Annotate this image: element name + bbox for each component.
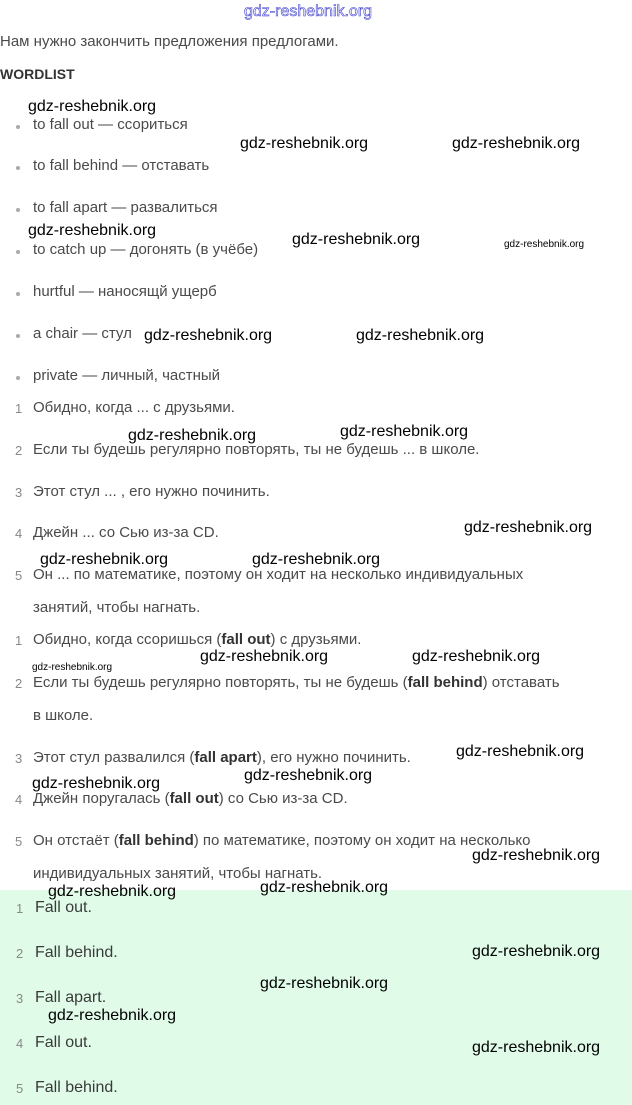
translation-text [33,749,411,767]
watermark: gdz-reshebnik.org [472,1039,601,1056]
watermark: gdz-reshebnik.org [452,135,581,152]
answer-number: 4 [16,1036,24,1051]
answer-number: 3 [16,991,24,1006]
translation-text [33,832,531,850]
translation-part: ) по математике, поэтому он ходит на несколько [193,832,531,849]
wordlist-item: to fall out — ссориться [33,116,188,133]
watermark: gdz-reshebnik.org [340,423,469,440]
translation-number: 3 [15,751,23,766]
watermark: gdz-reshebnik.org [40,551,169,568]
wordlist-item: to fall behind — отставать [33,157,210,174]
task-number: 4 [15,526,23,541]
watermark: gdz-reshebnik.org [292,231,421,248]
watermark: gdz-reshebnik.org [260,975,389,992]
watermark: gdz-reshebnik.org [356,327,485,344]
translation-part: Обидно, когда ссоришься ( [33,631,222,648]
translation-text-cont: в школе. [33,707,94,724]
answer-number: 5 [16,1081,24,1096]
watermark: gdz-reshebnik.org [144,327,273,344]
watermark: gdz-reshebnik.org [240,135,369,152]
phrasal-verb: fall apart [194,749,257,766]
translation-number: 2 [15,676,23,691]
watermark: gdz-reshebnik.org [472,943,601,960]
task-number: 1 [15,401,23,416]
task-number: 2 [15,443,23,458]
translation-part: ), его нужно починить. [256,749,411,766]
watermark: gdz-reshebnik.org [200,648,329,665]
watermark: gdz-reshebnik.org [28,222,157,239]
translation-part: Джейн поругалась ( [33,790,170,807]
answer-text: Fall behind. [35,944,118,961]
phrasal-verb: fall behind [118,832,194,849]
translation-text-cont: индивидуальных занятий, чтобы нагнать. [33,865,323,882]
task-text-cont: занятий, чтобы нагнать. [33,599,201,616]
watermark: gdz-reshebnik.org [32,662,113,673]
wordlist-title: WORDLIST [0,66,75,82]
translation-part: ) со Сью из-за CD. [218,790,348,807]
wordlist-item: a chair — стул [33,325,132,342]
watermark-logo: gdz-reshebnik.org [244,3,373,20]
wordlist-item: to catch up — догонять (в учёбе) [33,241,259,258]
translation-part: Он отстаёт ( [33,832,119,849]
wordlist-item: private — личный, частный [33,367,221,384]
watermark: gdz-reshebnik.org [32,775,161,792]
watermark: gdz-reshebnik.org [472,847,601,864]
translation-part: Если ты будешь регулярно повторять, ты не будешь ( [33,674,408,691]
translation-number: 4 [15,792,23,807]
watermark: gdz-reshebnik.org [412,648,541,665]
task-text: Он ... по математике, поэтому он ходит на несколько индивидуальных [33,566,524,583]
task-number: 5 [15,568,23,583]
watermark: gdz-reshebnik.org [456,743,585,760]
translation-text [33,631,361,649]
answer-number: 1 [16,901,24,916]
task-text: Обидно, когда ... с друзьями. [33,399,235,416]
task-text: Джейн ... со Сью из-за CD. [33,524,219,541]
watermark: gdz-reshebnik.org [244,767,373,784]
watermark: gdz-reshebnik.org [252,551,381,568]
watermark: gdz-reshebnik.org [504,239,585,250]
answer-text: Fall out. [35,1034,92,1051]
task-text: Этот стул ... , его нужно починить. [33,483,270,500]
translation-part: ) отставать [482,674,560,691]
answer-number: 2 [16,946,24,961]
watermark: gdz-reshebnik.org [48,1007,177,1024]
bullet-icon [16,166,20,170]
phrasal-verb: fall out [221,631,271,648]
bullet-icon [16,334,20,338]
watermark: gdz-reshebnik.org [28,98,157,115]
bullet-icon [16,376,20,380]
bullet-icon [16,250,20,254]
intro-text: Нам нужно закончить предложения предлогами. [0,33,339,50]
watermark: gdz-reshebnik.org [48,883,177,900]
translation-part: Этот стул развалился ( [33,749,195,766]
translation-number: 1 [15,633,23,648]
translation-part: ) с друзьями. [270,631,362,648]
bullet-icon [16,292,20,296]
wordlist-item: to fall apart — развалиться [33,199,218,216]
watermark: gdz-reshebnik.org [260,879,389,896]
task-text: Если ты будешь регулярно повторять, ты не будешь ... в школе. [33,441,480,458]
watermark: gdz-reshebnik.org [128,427,257,444]
translation-number: 5 [15,834,23,849]
watermark: gdz-reshebnik.org [464,519,593,536]
phrasal-verb: fall behind [407,674,483,691]
phrasal-verb: fall out [169,790,219,807]
bullet-icon [16,208,20,212]
wordlist-item: hurtful — наносящй ущерб [33,283,217,300]
answer-text: Fall apart. [35,989,107,1006]
bullet-icon [16,125,20,129]
answer-text: Fall out. [35,899,92,916]
task-number: 3 [15,485,23,500]
answer-text: Fall behind. [35,1079,118,1096]
